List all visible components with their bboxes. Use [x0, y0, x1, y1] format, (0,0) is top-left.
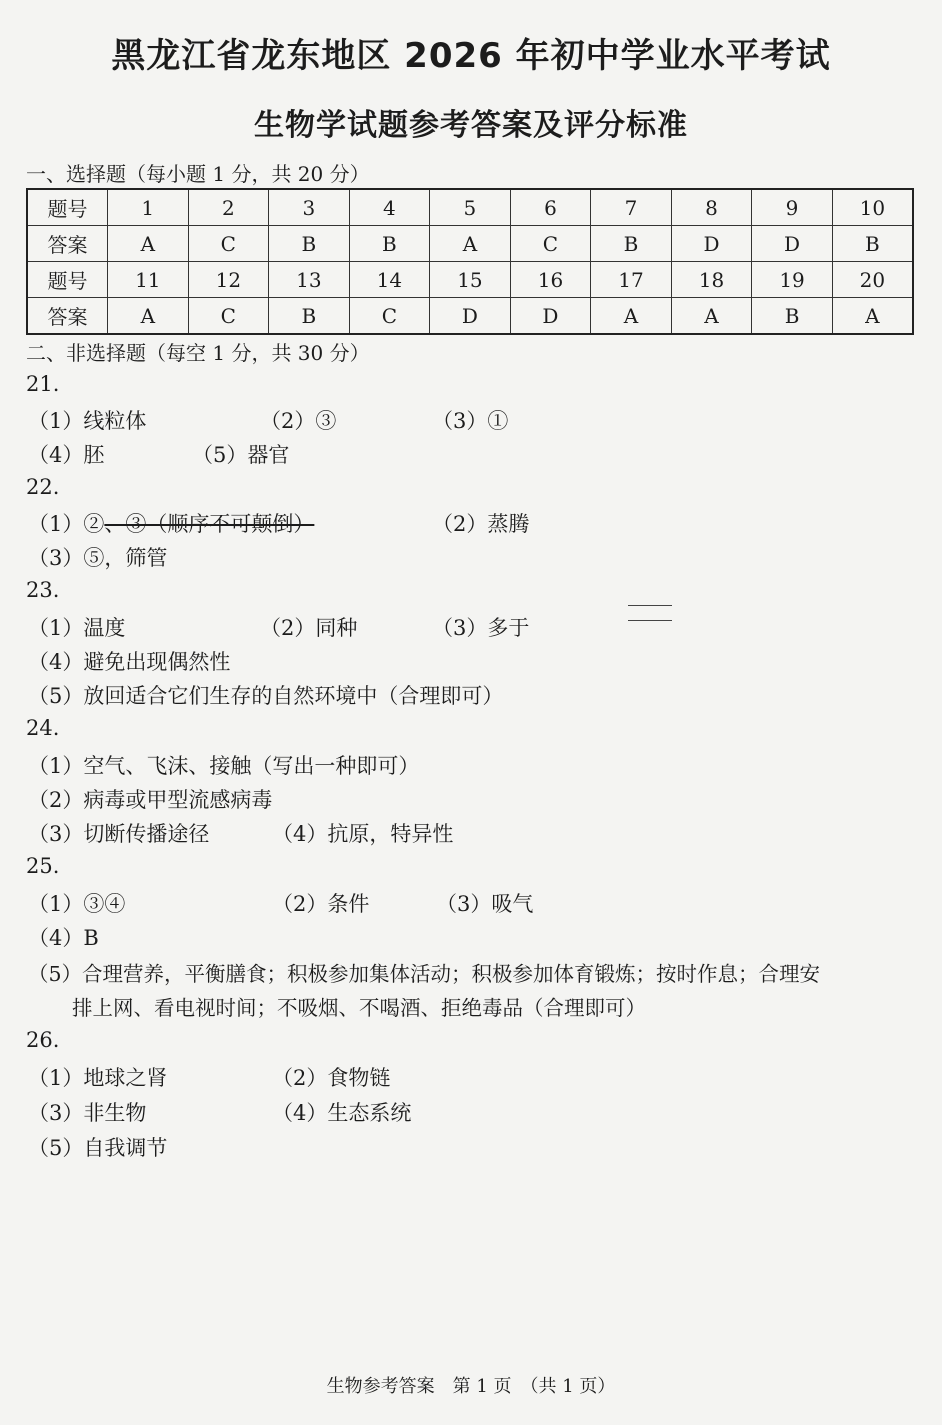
row-header-cell: 题号	[27, 189, 108, 226]
table-cell: B	[349, 226, 430, 262]
table-row	[27, 189, 913, 226]
answer-item: （3）吸气	[436, 892, 534, 916]
answer-item: （2）食物链	[272, 1066, 391, 1090]
table-cell: 9	[752, 189, 833, 226]
struck-through-text: 、③（顺序不可颠倒）	[104, 512, 315, 536]
question-number: 22.	[26, 475, 60, 499]
table-cell: C	[510, 226, 591, 262]
answer-item	[28, 508, 314, 538]
answer-item: （5）放回适合它们生存的自然环境中（合理即可）	[28, 684, 504, 708]
table-cell: 6	[510, 189, 591, 226]
answer-item: （1）线粒体	[28, 409, 147, 433]
table-cell: B	[832, 226, 913, 262]
table-cell: A	[108, 298, 189, 335]
page-subtitle: 生物学试题参考答案及评分标准	[254, 108, 688, 143]
answer-item: （3）非生物	[28, 1101, 147, 1125]
answer-item: （5）器官	[192, 443, 290, 467]
answer-item: （2）条件	[272, 892, 370, 916]
question-number: 21.	[26, 372, 60, 396]
answer-item: （4）生态系统	[272, 1101, 412, 1125]
table-cell: 5	[430, 189, 511, 226]
answer-item: （3）切断传播途径	[28, 822, 210, 846]
table-cell: C	[188, 298, 269, 335]
choice-answer-table	[26, 188, 914, 335]
table-cell: 18	[671, 262, 752, 298]
table-cell: 20	[832, 262, 913, 298]
table-cell: 8	[671, 189, 752, 226]
row-header-cell: 答案	[27, 226, 108, 262]
answer-item: （3）⑤，筛管	[28, 546, 168, 570]
table-cell: A	[108, 226, 189, 262]
table-cell: 2	[188, 189, 269, 226]
table-cell: 4	[349, 189, 430, 226]
section-heading-choice: 一、选择题（每小题 1 分，共 20 分）	[26, 162, 370, 186]
table-cell: 3	[269, 189, 350, 226]
answer-item: （2）病毒或甲型流感病毒	[28, 788, 273, 812]
table-cell: B	[269, 226, 350, 262]
question-number: 26.	[26, 1028, 60, 1052]
question-number: 25.	[26, 854, 60, 878]
answer-item: （2）同种	[260, 616, 358, 640]
page-footer: 生物参考答案 第 1 页 （共 1 页）	[326, 1376, 616, 1397]
answer-item: 排上网、看电视时间；不吸烟、不喝酒、拒绝毒品（合理即可）	[72, 996, 646, 1020]
table-cell: A	[832, 298, 913, 335]
table-cell: 12	[188, 262, 269, 298]
answer-item: （4）胚	[28, 443, 105, 467]
table-cell: B	[752, 298, 833, 335]
table-cell: D	[510, 298, 591, 335]
section-heading-nonchoice: 二、非选择题（每空 1 分，共 30 分）	[26, 341, 370, 365]
answer-item: （1）空气、飞沫、接触（写出一种即可）	[28, 754, 420, 778]
table-cell: D	[752, 226, 833, 262]
row-header-cell: 答案	[27, 298, 108, 335]
table-cell: 11	[108, 262, 189, 298]
table-cell: 1	[108, 189, 189, 226]
answer-item: （1）③④	[28, 892, 126, 916]
question-number: 23.	[26, 578, 60, 602]
table-cell: D	[671, 226, 752, 262]
table-row	[27, 298, 913, 335]
answer-item: （4）B	[28, 926, 99, 950]
answer-item: （2）蒸腾	[432, 512, 530, 536]
table-cell: C	[349, 298, 430, 335]
table-cell: 15	[430, 262, 511, 298]
question-number: 24.	[26, 716, 60, 740]
answer-item: （1）温度	[28, 616, 126, 640]
row-header-cell: 题号	[27, 262, 108, 298]
table-cell: 19	[752, 262, 833, 298]
table-cell: B	[269, 298, 350, 335]
table-cell: 16	[510, 262, 591, 298]
answer-item: （1）地球之肾	[28, 1066, 168, 1090]
table-cell: 10	[832, 189, 913, 226]
table-cell: 13	[269, 262, 350, 298]
answer-item: （3）多于	[432, 616, 530, 640]
answer-item: （3）①	[432, 409, 509, 433]
table-cell: A	[430, 226, 511, 262]
table-cell: 17	[591, 262, 672, 298]
answer-text: （1）②	[28, 512, 105, 536]
table-cell: 7	[591, 189, 672, 226]
table-cell: A	[591, 298, 672, 335]
answer-item: （5）合理营养，平衡膳食；积极参加集体活动；积极参加体育锻炼；按时作息；合理安	[28, 962, 821, 986]
table-cell: B	[591, 226, 672, 262]
answer-item: （5）自我调节	[28, 1136, 168, 1160]
table-cell: D	[430, 298, 511, 335]
table-row	[27, 226, 913, 262]
page-title: 黑龙江省龙东地区 2026 年初中学业水平考试	[111, 36, 831, 76]
table-cell: 14	[349, 262, 430, 298]
double-line-mark	[628, 605, 672, 621]
answer-item: （2）③	[260, 409, 337, 433]
table-cell: C	[188, 226, 269, 262]
table-row	[27, 262, 913, 298]
answer-item: （4）抗原，特异性	[272, 822, 454, 846]
table-cell: A	[671, 298, 752, 335]
answer-item: （4）避免出现偶然性	[28, 650, 231, 674]
